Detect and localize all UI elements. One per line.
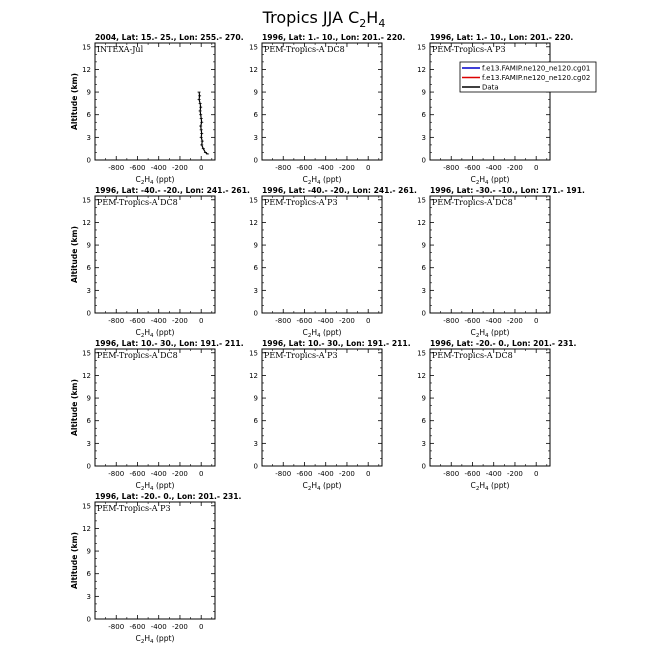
y-tick-label: 0: [421, 462, 426, 471]
x-tick-label: -200: [507, 164, 523, 172]
y-tick-label: 3: [421, 133, 426, 142]
x-tick-label: 0: [365, 470, 371, 478]
y-tick-label: 3: [86, 133, 91, 142]
y-tick-label: 12: [249, 65, 258, 74]
y-axis-label: Altitude (km): [70, 532, 79, 589]
x-tick-label: -800: [275, 317, 292, 325]
y-tick-label: 9: [253, 394, 258, 403]
y-tick-label: 15: [417, 349, 426, 358]
y-tick-label: 3: [253, 133, 258, 142]
x-tick-label: -200: [172, 470, 188, 478]
y-tick-label: 3: [421, 439, 426, 448]
y-tick-label: 9: [86, 241, 91, 250]
x-tick-label: -400: [150, 164, 167, 172]
y-tick-label: 12: [249, 218, 258, 227]
x-axis-label-part: (ppt): [153, 175, 175, 184]
x-tick-label: -200: [172, 164, 188, 172]
y-tick-label: 0: [421, 309, 426, 318]
x-axis-label-part: (ppt): [488, 481, 510, 490]
y-tick-label: 6: [253, 417, 258, 426]
y-tick-label: 15: [249, 43, 258, 52]
panel-header: 2004, Lat: 15.- 25., Lon: 255.- 270.: [95, 33, 244, 42]
y-tick-label: 6: [421, 111, 426, 120]
x-axis-label-part: H: [144, 328, 151, 337]
x-tick-label: -800: [275, 164, 292, 172]
y-tick-label: 3: [86, 439, 91, 448]
y-tick-label: 6: [421, 264, 426, 273]
y-tick-label: 15: [82, 196, 91, 205]
legend: [460, 62, 596, 92]
x-tick-label: -600: [129, 317, 146, 325]
x-axis-label-part: C: [135, 328, 141, 337]
x-axis-label-part: 2: [140, 486, 145, 492]
x-tick-label: -600: [129, 164, 146, 172]
legend-entry: f.e13.FAMIP.ne120_ne120.cg01: [482, 64, 591, 73]
x-axis-label-part: 4: [150, 333, 154, 339]
panel-header: 1996, Lat: -20.- 0., Lon: 201.- 231.: [95, 492, 242, 501]
y-tick-label: 9: [421, 394, 426, 403]
x-tick-label: -800: [443, 164, 460, 172]
y-tick-label: 0: [86, 462, 91, 471]
campaign-label: PEM-Tropics-A DC8: [97, 198, 178, 207]
x-axis-label-part: 4: [150, 639, 154, 645]
x-axis-label-part: (ppt): [153, 328, 175, 337]
x-tick-label: -400: [485, 470, 502, 478]
y-axis-label: Altitude (km): [70, 226, 79, 283]
x-axis-label-part: 4: [485, 486, 489, 492]
y-tick-label: 0: [86, 615, 91, 624]
x-tick-label: 0: [198, 470, 204, 478]
y-tick-label: 9: [253, 241, 258, 250]
x-tick-label: 0: [533, 317, 539, 325]
x-axis-label-part: (ppt): [320, 481, 342, 490]
y-tick-label: 12: [417, 218, 426, 227]
x-axis-label-part: H: [144, 481, 151, 490]
y-tick-label: 0: [86, 156, 91, 165]
campaign-label: PEM-Tropics-A P3: [432, 45, 506, 54]
x-tick-label: -800: [443, 470, 460, 478]
x-tick-label: 0: [198, 623, 204, 631]
campaign-label: PEM-Tropics-A P3: [97, 504, 171, 513]
x-tick-label: -200: [507, 317, 523, 325]
panel-header: 1996, Lat: 10.- 30., Lon: 191.- 211.: [95, 339, 244, 348]
panel-header: 1996, Lat: -20.- 0., Lon: 201.- 231.: [430, 339, 577, 348]
x-axis-label-part: (ppt): [320, 328, 342, 337]
x-tick-label: -600: [296, 470, 313, 478]
y-tick-label: 3: [253, 439, 258, 448]
y-tick-label: 9: [86, 547, 91, 556]
x-axis-label-part: 4: [485, 180, 489, 186]
x-axis-label-part: 4: [317, 180, 321, 186]
x-tick-label: 0: [533, 470, 539, 478]
x-tick-label: -200: [339, 470, 355, 478]
y-tick-label: 9: [86, 394, 91, 403]
y-tick-label: 12: [82, 65, 91, 74]
x-axis-label-part: C: [135, 175, 141, 184]
panel-header: 1996, Lat: -40.- -20., Lon: 241.- 261.: [95, 186, 250, 195]
x-tick-label: -400: [150, 623, 167, 631]
y-axis-label: Altitude (km): [70, 73, 79, 130]
x-tick-label: -200: [172, 317, 188, 325]
x-axis-label-part: C: [470, 175, 476, 184]
x-tick-label: 0: [533, 164, 539, 172]
x-axis-label-part: H: [144, 175, 151, 184]
x-axis-label-part: 2: [140, 333, 145, 339]
y-tick-label: 6: [253, 264, 258, 273]
x-axis-label-part: 4: [317, 486, 321, 492]
y-tick-label: 12: [82, 371, 91, 380]
x-tick-label: -800: [108, 623, 125, 631]
x-tick-label: -400: [485, 164, 502, 172]
y-tick-label: 15: [249, 196, 258, 205]
legend-entry: f.e13.FAMIP.ne120_ne120.cg02: [482, 74, 591, 82]
x-axis-label-part: 2: [307, 180, 312, 186]
panel-header: 1996, Lat: 1.- 10., Lon: 201.- 220.: [262, 33, 406, 42]
x-tick-label: -400: [317, 317, 334, 325]
x-tick-label: -800: [108, 317, 125, 325]
x-axis-label-part: C: [470, 328, 476, 337]
x-axis-label-part: (ppt): [488, 328, 510, 337]
x-axis-label-part: 4: [150, 180, 154, 186]
x-axis-label-part: C: [302, 481, 308, 490]
y-tick-label: 12: [417, 371, 426, 380]
x-tick-label: -600: [296, 317, 313, 325]
x-tick-label: -800: [275, 470, 292, 478]
y-tick-label: 15: [82, 349, 91, 358]
x-axis-label-part: H: [479, 328, 486, 337]
y-tick-label: 9: [421, 88, 426, 97]
y-tick-label: 6: [86, 111, 91, 120]
x-axis-label-part: H: [311, 175, 318, 184]
x-axis-label-part: C: [302, 175, 308, 184]
x-tick-label: -600: [129, 623, 146, 631]
panel-header: 1996, Lat: 10.- 30., Lon: 191.- 211.: [262, 339, 411, 348]
campaign-label: INTEXA-Jul: [97, 45, 144, 54]
y-tick-label: 12: [417, 65, 426, 74]
x-axis-label-part: 4: [317, 333, 321, 339]
x-axis-label-part: (ppt): [153, 481, 175, 490]
campaign-label: PEM-Tropics-A P3: [264, 198, 338, 207]
x-axis-label-part: 4: [150, 486, 154, 492]
x-axis-label-part: (ppt): [153, 634, 175, 643]
y-tick-label: 12: [82, 218, 91, 227]
x-tick-label: -400: [317, 164, 334, 172]
y-tick-label: 9: [421, 241, 426, 250]
x-tick-label: -600: [464, 470, 481, 478]
y-tick-label: 9: [253, 88, 258, 97]
y-tick-label: 12: [82, 524, 91, 533]
y-tick-label: 6: [86, 417, 91, 426]
x-axis-label-part: 2: [475, 180, 480, 186]
x-tick-label: -600: [129, 470, 146, 478]
x-tick-label: -200: [339, 164, 355, 172]
y-tick-label: 9: [86, 88, 91, 97]
x-axis-label-part: 2: [140, 639, 145, 645]
x-axis-label-part: (ppt): [488, 175, 510, 184]
x-axis-label-part: C: [135, 634, 141, 643]
x-axis-label-part: 2: [475, 486, 480, 492]
y-tick-label: 3: [86, 286, 91, 295]
x-axis-label-part: 2: [475, 333, 480, 339]
y-tick-label: 12: [249, 371, 258, 380]
x-tick-label: -400: [150, 470, 167, 478]
campaign-label: PEM-Tropics-A DC8: [264, 45, 345, 54]
x-axis-label-part: C: [470, 481, 476, 490]
panel-header: 1996, Lat: -40.- -20., Lon: 241.- 261.: [262, 186, 417, 195]
y-tick-label: 3: [86, 592, 91, 601]
x-tick-label: 0: [365, 164, 371, 172]
x-axis-label-part: H: [479, 481, 486, 490]
y-tick-label: 3: [253, 286, 258, 295]
y-tick-label: 15: [249, 349, 258, 358]
x-axis-label-part: (ppt): [320, 175, 342, 184]
y-tick-label: 0: [253, 309, 258, 318]
y-tick-label: 15: [417, 196, 426, 205]
x-tick-label: -600: [296, 164, 313, 172]
x-tick-label: -600: [464, 317, 481, 325]
legend-entry: Data: [482, 83, 499, 92]
x-axis-label-part: 2: [307, 333, 312, 339]
x-tick-label: -400: [317, 470, 334, 478]
campaign-label: PEM-Tropics-A DC8: [97, 351, 178, 360]
x-axis-label-part: H: [311, 481, 318, 490]
campaign-label: PEM-Tropics-A DC8: [432, 351, 513, 360]
campaign-label: PEM-Tropics-A DC8: [432, 198, 513, 207]
x-tick-label: -800: [108, 164, 125, 172]
x-tick-label: 0: [198, 164, 204, 172]
y-tick-label: 0: [253, 462, 258, 471]
x-axis-label-part: C: [302, 328, 308, 337]
x-axis-label-part: H: [144, 634, 151, 643]
x-tick-label: -600: [464, 164, 481, 172]
x-tick-label: -200: [172, 623, 188, 631]
x-axis-label-part: 4: [485, 333, 489, 339]
x-axis-label-part: 2: [140, 180, 145, 186]
x-tick-label: -200: [507, 470, 523, 478]
x-tick-label: 0: [198, 317, 204, 325]
y-axis-label: Altitude (km): [70, 379, 79, 436]
x-tick-label: -400: [485, 317, 502, 325]
x-tick-label: -800: [108, 470, 125, 478]
y-tick-label: 6: [253, 111, 258, 120]
y-tick-label: 6: [86, 570, 91, 579]
x-tick-label: 0: [365, 317, 371, 325]
y-tick-label: 0: [86, 309, 91, 318]
panel-header: 1996, Lat: 1.- 10., Lon: 201.- 220.: [430, 33, 574, 42]
y-tick-label: 3: [421, 286, 426, 295]
y-tick-label: 6: [421, 417, 426, 426]
y-tick-label: 6: [86, 264, 91, 273]
panel-header: 1996, Lat: -30.- -10., Lon: 171.- 191.: [430, 186, 585, 195]
x-axis-label-part: H: [311, 328, 318, 337]
y-tick-label: 15: [417, 43, 426, 52]
x-tick-label: -200: [339, 317, 355, 325]
x-axis-label-part: C: [135, 481, 141, 490]
x-tick-label: -800: [443, 317, 460, 325]
x-tick-label: -400: [150, 317, 167, 325]
y-tick-label: 0: [253, 156, 258, 165]
y-tick-label: 15: [82, 43, 91, 52]
figure-title: Tropics JJA $C_2H_4$: [262, 8, 386, 30]
x-axis-label-part: 2: [307, 486, 312, 492]
x-axis-label-part: H: [479, 175, 486, 184]
campaign-label: PEM-Tropics-A P3: [264, 351, 338, 360]
y-tick-label: 15: [82, 502, 91, 511]
y-tick-label: 0: [421, 156, 426, 165]
